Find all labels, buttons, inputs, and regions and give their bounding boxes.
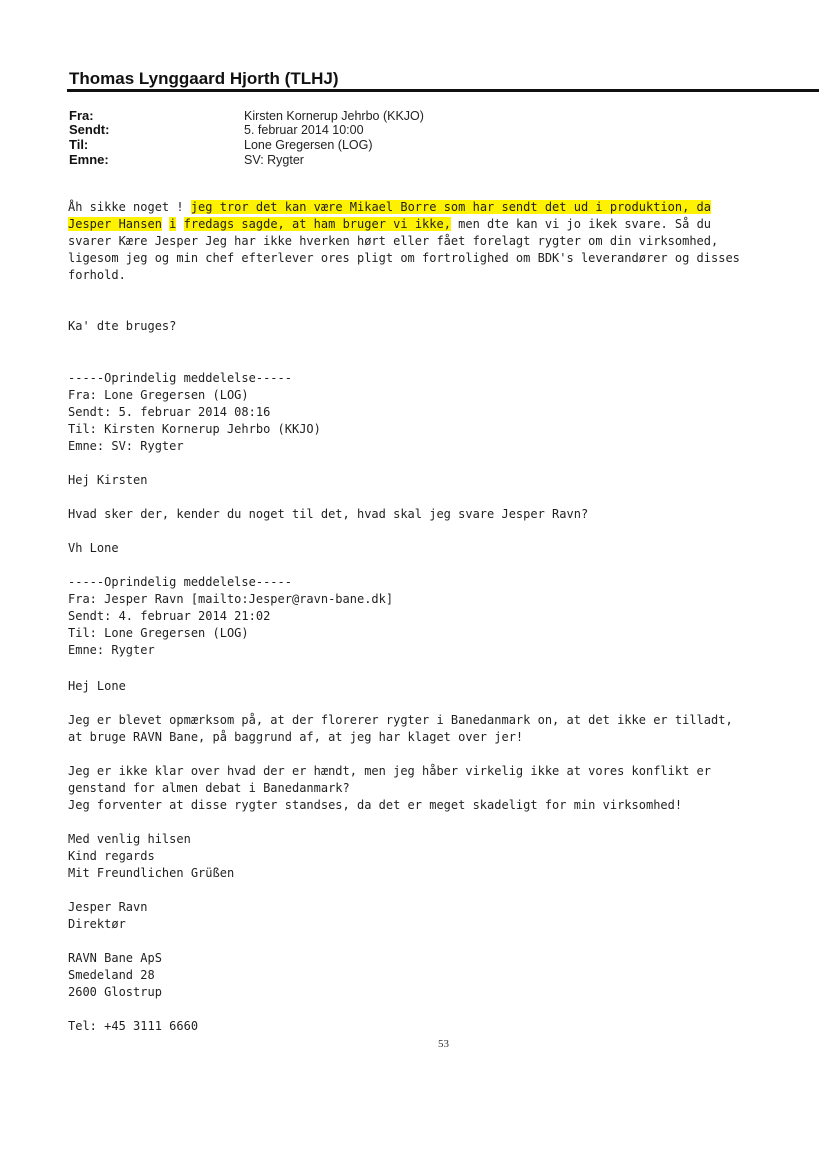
- company-phone: Tel: +45 3111 6660: [68, 1019, 199, 1033]
- highlighted-text: i: [169, 217, 177, 231]
- forward2-closing-2: Kind regards: [68, 849, 155, 863]
- forward2-closing-1: Med venlig hilsen: [68, 832, 191, 846]
- company-street: Smedeland 28: [68, 968, 155, 982]
- header-label-from: Fra:: [69, 108, 94, 123]
- reply-line-4: ligesom jeg og min chef efterlever ores pligt om fortrolighed om BDK's leverandører og disses: [68, 251, 740, 265]
- reply-text: Åh sikke noget !: [68, 200, 191, 214]
- forward2-greeting: Hej Lone: [68, 679, 126, 693]
- reply-question: Ka' dte bruges?: [68, 319, 177, 333]
- header-label-to: Til:: [69, 137, 89, 152]
- sender-name-heading: Thomas Lynggaard Hjorth (TLHJ): [69, 69, 339, 88]
- forward2-paragraph1-line1: Jeg er blevet opmærksom på, at der florerer rygter i Banedanmark on, at det ikke er tilladt,: [68, 713, 733, 727]
- signature-name: Jesper Ravn: [68, 900, 148, 914]
- forward2-paragraph1-line2: at bruge RAVN Bane, på baggrund af, at jeg har klaget over jer!: [68, 730, 524, 744]
- reply-line-2: [68, 216, 711, 233]
- header-value-to: Lone Gregersen (LOG): [244, 138, 373, 152]
- forward1-body: Hvad sker der, kender du noget til det, hvad skal jeg svare Jesper Ravn?: [68, 507, 589, 521]
- header-label-subject: Emne:: [69, 152, 109, 167]
- header-value-sent: 5. februar 2014 10:00: [244, 123, 364, 137]
- forward1-sent: Sendt: 5. februar 2014 08:16: [68, 405, 271, 419]
- forward2-closing-3: Mit Freundlichen Grüßen: [68, 866, 235, 880]
- highlighted-text: fredags sagde, at ham bruger vi ikke,: [183, 217, 451, 231]
- forward2-paragraph2-line1: Jeg er ikke klar over hvad der er hændt, men jeg håber virkelig ikke at vores konflikt er: [68, 764, 711, 778]
- header-value-subject: SV: Rygter: [244, 153, 304, 167]
- forward2-divider: -----Oprindelig meddelelse-----: [68, 575, 292, 589]
- forward2-from: Fra: Jesper Ravn [mailto:Jesper@ravn-bane.dk]: [68, 592, 394, 606]
- company-city: 2600 Glostrup: [68, 985, 162, 999]
- heading-rule: [67, 89, 819, 92]
- reply-text: men dte kan vi jo ikek svare. Så du: [450, 217, 712, 231]
- forward1-subject: Emne: SV: Rygter: [68, 439, 184, 453]
- header-label-sent: Sendt:: [69, 122, 110, 137]
- forward1-greeting: Hej Kirsten: [68, 473, 148, 487]
- forward2-subject: Emne: Rygter: [68, 643, 155, 657]
- forward1-to: Til: Kirsten Kornerup Jehrbo (KKJO): [68, 422, 321, 436]
- forward2-sent: Sendt: 4. februar 2014 21:02: [68, 609, 271, 623]
- forward2-to: Til: Lone Gregersen (LOG): [68, 626, 249, 640]
- forward2-paragraph2-line2: genstand for almen debat i Banedanmark?: [68, 781, 350, 795]
- header-value-from: Kirsten Kornerup Jehrbo (KKJO): [244, 109, 424, 123]
- reply-line-1: [68, 199, 711, 216]
- reply-line-3: svarer Kære Jesper Jeg har ikke hverken hørt eller fået forelagt rygter om din virksomhed,: [68, 234, 719, 248]
- highlighted-text: jeg tror det kan være Mikael Borre som har sendt det ud i produktion, da: [190, 200, 711, 214]
- signature-title: Direktør: [68, 917, 126, 931]
- forward2-paragraph2-line3: Jeg forventer at disse rygter standses, da det er meget skadeligt for min virksomhed!: [68, 798, 683, 812]
- forward1-from: Fra: Lone Gregersen (LOG): [68, 388, 249, 402]
- forward1-divider: -----Oprindelig meddelelse-----: [68, 371, 292, 385]
- forward1-signoff: Vh Lone: [68, 541, 119, 555]
- reply-line-5: forhold.: [68, 268, 126, 282]
- company-name: RAVN Bane ApS: [68, 951, 162, 965]
- page-number: 53: [438, 1038, 449, 1050]
- highlighted-text: Jesper Hansen: [68, 217, 162, 231]
